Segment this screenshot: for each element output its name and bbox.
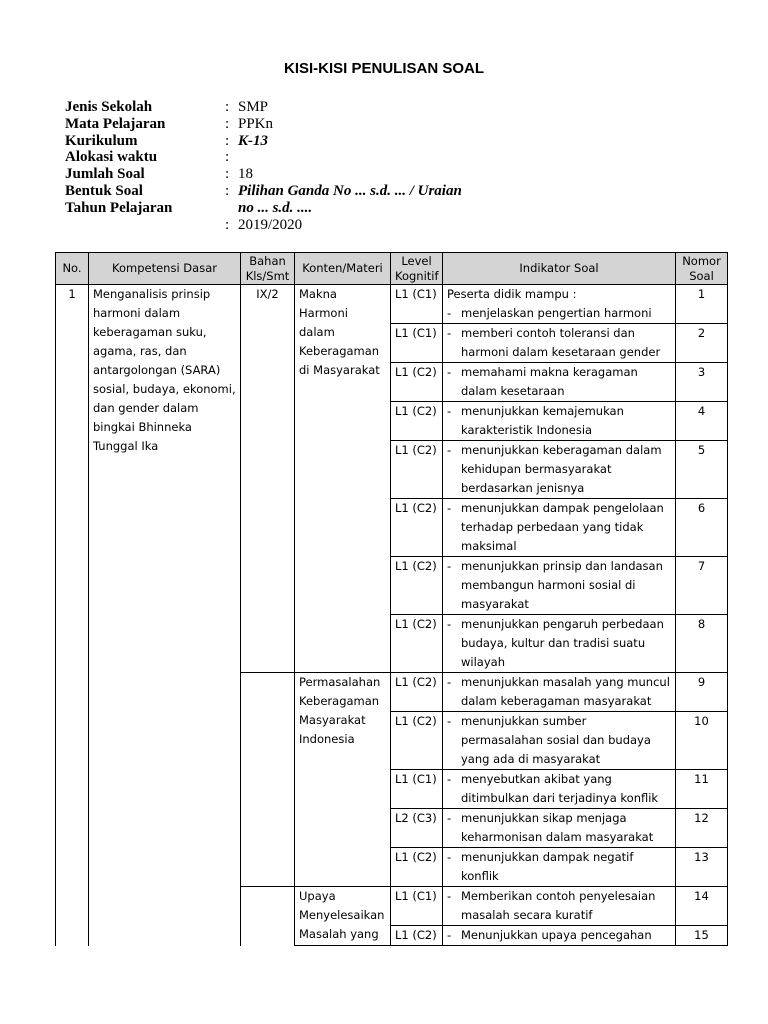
- cell-level: L1 (C1): [391, 770, 443, 809]
- cell-indikator: [443, 712, 676, 770]
- indikator-text: menunjukkan dampak negatif konflik: [461, 850, 634, 883]
- indikator-text: Memberikan contoh penyelesaian masalah secara kuratif: [461, 889, 656, 922]
- cell-level: L1 (C1): [391, 887, 443, 926]
- page-title: KISI-KISI PENULISAN SOAL: [283, 60, 485, 77]
- info-label: Alokasi waktu: [65, 149, 158, 166]
- list-dash: -: [447, 850, 452, 864]
- cell-nomor: 4: [676, 402, 728, 441]
- cell-nomor: 8: [676, 615, 728, 673]
- cell-indikator: [443, 499, 676, 557]
- info-label: Bentuk Soal: [65, 182, 143, 199]
- info-label: Jenis Sekolah: [65, 99, 153, 115]
- indikator-text: menunjukkan sikap menjaga keharmonisan dalam masyarakat: [461, 811, 654, 844]
- cell-nomor: 14: [676, 887, 728, 926]
- info-value: 2019/2020: [238, 216, 303, 233]
- indikator-text: menunjukkan masalah yang muncul dalam keberagaman masyarakat: [461, 675, 670, 708]
- list-dash: -: [447, 617, 452, 631]
- table-row: [56, 285, 728, 324]
- cell-level: L1 (C2): [391, 848, 443, 887]
- info-label: Kurikulum: [65, 132, 138, 149]
- indikator-text: menunjukkan kemajemukan karakteristik Indonesia: [461, 404, 624, 437]
- indikator-text: menjelaskan pengertian harmoni: [461, 306, 652, 320]
- indikator-text: Menunjukkan upaya pencegahan: [461, 928, 652, 942]
- cell-indikator: [443, 363, 676, 402]
- indikator-text: menunjukkan pengaruh perbedaan budaya, kultur dan tradisi suatu wilayah: [461, 617, 664, 669]
- cell-bahan: IX/2: [241, 285, 295, 673]
- cell-nomor: 5: [676, 441, 728, 499]
- info-label: Jumlah Soal: [65, 166, 145, 183]
- header-kompetensi-dasar: Kompetensi Dasar: [89, 253, 241, 285]
- cell-nomor: 7: [676, 557, 728, 615]
- cell-indikator: [443, 557, 676, 615]
- cell-nomor: 15: [676, 926, 728, 946]
- info-value: SMP: [238, 99, 269, 115]
- cell-nomor: 2: [676, 324, 728, 363]
- indikator-text: memberi contoh toleransi dan harmoni dalam kesetaraan gender: [461, 326, 661, 359]
- cell-level: L1 (C2): [391, 615, 443, 673]
- indikator-text: memahami makna keragaman dalam kesetaraan: [461, 365, 638, 398]
- list-dash: -: [447, 501, 452, 515]
- cell-nomor: 6: [676, 499, 728, 557]
- list-dash: -: [447, 772, 452, 786]
- info-value: Pilihan Ganda No ... s.d. ... / Uraian: [238, 182, 462, 199]
- cell-indikator: [443, 770, 676, 809]
- list-dash: -: [447, 714, 452, 728]
- indikator-text: menyebutkan akibat yang ditimbulkan dari terjadinya konflik: [461, 772, 659, 805]
- indikator-text: menunjukkan dampak pengelolaan terhadap perbedaan yang tidak maksimal: [461, 501, 664, 553]
- table-header-row: [56, 253, 728, 285]
- cell-level: L1 (C2): [391, 402, 443, 441]
- list-dash: -: [447, 559, 452, 573]
- info-colon: :: [225, 166, 230, 183]
- info-colon: :: [225, 115, 230, 132]
- cell-bahan-empty: [241, 887, 295, 946]
- cell-level: L1 (C2): [391, 673, 443, 712]
- cell-level: L1 (C2): [391, 441, 443, 499]
- indikator-text: menunjukkan prinsip dan landasan membangun harmoni sosial di masyarakat: [461, 559, 663, 611]
- info-label: Mata Pelajaran: [65, 115, 166, 132]
- cell-indikator: [443, 926, 676, 946]
- cell-level: L1 (C1): [391, 324, 443, 363]
- cell-indikator: [443, 441, 676, 499]
- info-colon: :: [225, 149, 230, 166]
- cell-nomor: 3: [676, 363, 728, 402]
- cell-nomor: 10: [676, 712, 728, 770]
- cell-indikator: [443, 673, 676, 712]
- cell-level: L2 (C3): [391, 809, 443, 848]
- cell-indikator: [443, 848, 676, 887]
- list-dash: -: [447, 443, 452, 457]
- list-dash: -: [447, 365, 452, 379]
- info-colon: :: [225, 132, 230, 149]
- info-colon: :: [225, 182, 230, 199]
- indikator-intro: Peserta didik mampu :: [447, 287, 577, 301]
- list-dash: -: [447, 889, 452, 903]
- list-dash: -: [447, 811, 452, 825]
- indikator-text: menunjukkan sumber permasalahan sosial dan budaya yang ada di masyarakat: [461, 714, 651, 766]
- cell-bahan-empty: [241, 673, 295, 887]
- list-dash: -: [447, 306, 452, 320]
- cell-nomor: 1: [676, 285, 728, 324]
- header-nomor-soal: Nomor Soal: [676, 253, 728, 285]
- header-level-kognitif: Level Kognitif: [391, 253, 443, 285]
- cell-level: L1 (C2): [391, 926, 443, 946]
- header-bahan: Bahan Kls/Smt: [241, 253, 295, 285]
- header-indikator-soal: Indikator Soal: [443, 253, 676, 285]
- cell-level: L1 (C2): [391, 557, 443, 615]
- cell-indikator: [443, 615, 676, 673]
- cell-nomor: 9: [676, 673, 728, 712]
- cell-indikator: [443, 887, 676, 926]
- header-no: No.: [56, 253, 89, 285]
- cell-nomor: 13: [676, 848, 728, 887]
- cell-level: L1 (C2): [391, 363, 443, 402]
- cell-indikator: [443, 809, 676, 848]
- info-label: Tahun Pelajaran: [65, 199, 173, 216]
- info-value: no ... s.d. ....: [238, 199, 313, 216]
- info-colon: :: [225, 99, 230, 115]
- cell-konten: Permasalahan Keberagaman Masyarakat Indonesia: [295, 673, 391, 887]
- info-value: K-13: [238, 132, 268, 149]
- info-colon: :: [225, 216, 230, 233]
- indikator-text: menunjukkan keberagaman dalam kehidupan bermasyarakat berdasarkan jenisnya: [461, 443, 662, 495]
- cell-konten: Upaya Menyelesaikan Masalah yang: [295, 887, 391, 946]
- cell-indikator: [443, 285, 676, 324]
- list-dash: -: [447, 675, 452, 689]
- list-dash: -: [447, 928, 452, 942]
- cell-level: L1 (C2): [391, 712, 443, 770]
- cell-indikator: [443, 324, 676, 363]
- cell-level: L1 (C1): [391, 285, 443, 324]
- cell-indikator: [443, 402, 676, 441]
- header-konten-materi: Konten/Materi: [295, 253, 391, 285]
- list-dash: -: [447, 404, 452, 418]
- info-value: 18: [238, 166, 253, 183]
- cell-no: 1: [56, 285, 89, 946]
- kisi-kisi-table: [55, 252, 728, 946]
- cell-level: L1 (C2): [391, 499, 443, 557]
- cell-konten: Makna Harmoni dalam Keberagaman di Masyarakat: [295, 285, 391, 673]
- cell-nomor: 12: [676, 809, 728, 848]
- info-value: PPKn: [238, 115, 274, 132]
- cell-kompetensi-dasar: Menganalisis prinsip harmoni dalam keberagaman suku, agama, ras, dan antargolongan (SARA) sosial, budaya, ekonomi, dan gender dalam bingkai Bhinneka Tunggal Ika: [89, 285, 241, 946]
- list-dash: -: [447, 326, 452, 340]
- cell-nomor: 11: [676, 770, 728, 809]
